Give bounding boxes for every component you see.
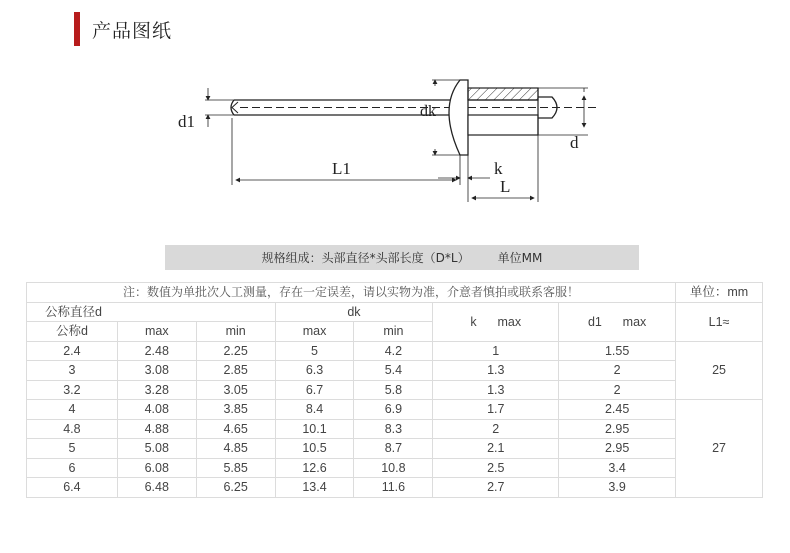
cell-nominal: 6.4 bbox=[27, 478, 118, 498]
cell-max: 2.48 bbox=[117, 341, 196, 361]
rivet-body bbox=[468, 88, 538, 135]
cell-d1: 1.55 bbox=[559, 341, 676, 361]
cell-d1: 2 bbox=[559, 361, 676, 381]
cell-min: 2.85 bbox=[196, 361, 275, 381]
table-row bbox=[27, 400, 763, 420]
table-row bbox=[27, 458, 763, 478]
cell-k: 2.5 bbox=[433, 458, 559, 478]
header-nominal: 公称d bbox=[27, 322, 118, 342]
cell-d1: 3.9 bbox=[559, 478, 676, 498]
header-d1-max: d1 max bbox=[559, 302, 676, 341]
cell-nominal: 2.4 bbox=[27, 341, 118, 361]
cell-dk-max: 6.3 bbox=[275, 361, 354, 381]
group-header-dk: dk bbox=[275, 302, 433, 322]
label-d: d bbox=[570, 133, 579, 152]
cell-dk-max: 10.1 bbox=[275, 419, 354, 439]
cell-k: 1.3 bbox=[433, 361, 559, 381]
table-row bbox=[27, 341, 763, 361]
cell-dk-min: 4.2 bbox=[354, 341, 433, 361]
section-header bbox=[74, 12, 172, 46]
cell-k: 2 bbox=[433, 419, 559, 439]
cell-dk-min: 6.9 bbox=[354, 400, 433, 420]
unit-cell: 单位：mm bbox=[676, 283, 763, 303]
cell-max: 4.88 bbox=[117, 419, 196, 439]
spec-format-label: 规格组成：头部直径*头部长度（D*L） bbox=[261, 251, 470, 265]
dimension-d1 bbox=[205, 88, 234, 127]
cell-dk-max: 13.4 bbox=[275, 478, 354, 498]
cell-min: 3.85 bbox=[196, 400, 275, 420]
cell-dk-max: 8.4 bbox=[275, 400, 354, 420]
cell-max: 6.48 bbox=[117, 478, 196, 498]
cell-max: 5.08 bbox=[117, 439, 196, 459]
header-min: min bbox=[196, 322, 275, 342]
spec-table bbox=[26, 282, 763, 498]
cell-min: 6.25 bbox=[196, 478, 275, 498]
cell-dk-min: 8.7 bbox=[354, 439, 433, 459]
label-k: k bbox=[494, 159, 503, 178]
cell-min: 3.05 bbox=[196, 380, 275, 400]
cell-dk-min: 10.8 bbox=[354, 458, 433, 478]
table-row bbox=[27, 419, 763, 439]
cell-nominal: 4.8 bbox=[27, 419, 118, 439]
header-accent-bar bbox=[74, 12, 80, 46]
cell-k: 1 bbox=[433, 341, 559, 361]
cell-dk-max: 5 bbox=[275, 341, 354, 361]
rivet-technical-drawing bbox=[160, 60, 640, 225]
table-group-header-row bbox=[27, 302, 763, 322]
cell-d1: 2.45 bbox=[559, 400, 676, 420]
cell-max: 6.08 bbox=[117, 458, 196, 478]
label-L: L bbox=[500, 177, 511, 196]
header-k-max: k max bbox=[433, 302, 559, 341]
cell-L1-group: 27 bbox=[676, 400, 763, 498]
cell-d1: 2.95 bbox=[559, 419, 676, 439]
table-row bbox=[27, 439, 763, 459]
header-L1: L1≈ bbox=[676, 302, 763, 341]
rivet-head bbox=[449, 80, 468, 155]
cell-k: 2.1 bbox=[433, 439, 559, 459]
cell-d1: 2.95 bbox=[559, 439, 676, 459]
cell-dk-min: 8.3 bbox=[354, 419, 433, 439]
table-row bbox=[27, 380, 763, 400]
cell-k: 1.7 bbox=[433, 400, 559, 420]
cell-k: 1.3 bbox=[433, 380, 559, 400]
table-note-row bbox=[27, 283, 763, 303]
cell-min: 2.25 bbox=[196, 341, 275, 361]
cell-d1: 3.4 bbox=[559, 458, 676, 478]
cell-max: 4.08 bbox=[117, 400, 196, 420]
table-row bbox=[27, 361, 763, 381]
cell-max: 3.08 bbox=[117, 361, 196, 381]
cell-min: 4.65 bbox=[196, 419, 275, 439]
cell-dk-max: 10.5 bbox=[275, 439, 354, 459]
cell-dk-min: 11.6 bbox=[354, 478, 433, 498]
section-title: 产品图纸 bbox=[92, 19, 173, 42]
label-L1: L1 bbox=[332, 159, 351, 178]
group-header-diameter: 公称直径d bbox=[27, 302, 276, 322]
header-dk-max: max bbox=[275, 322, 354, 342]
cell-min: 5.85 bbox=[196, 458, 275, 478]
cell-dk-max: 12.6 bbox=[275, 458, 354, 478]
cell-max: 3.28 bbox=[117, 380, 196, 400]
cell-nominal: 3 bbox=[27, 361, 118, 381]
cell-nominal: 3.2 bbox=[27, 380, 118, 400]
cell-min: 4.85 bbox=[196, 439, 275, 459]
cell-dk-min: 5.4 bbox=[354, 361, 433, 381]
spec-format-band bbox=[165, 245, 639, 270]
spec-unit-label: 单位MM bbox=[497, 251, 543, 265]
measurement-note: 注：数值为单批次人工测量，存在一定误差，请以实物为准，介意者慎拍或联系客服！ bbox=[27, 283, 676, 303]
header-max: max bbox=[117, 322, 196, 342]
cell-dk-max: 6.7 bbox=[275, 380, 354, 400]
table-row bbox=[27, 478, 763, 498]
cell-nominal: 5 bbox=[27, 439, 118, 459]
label-dk: dk bbox=[420, 103, 436, 120]
cell-nominal: 4 bbox=[27, 400, 118, 420]
label-d1: d1 bbox=[178, 112, 195, 131]
cell-L1-group: 25 bbox=[676, 341, 763, 400]
header-dk-min: min bbox=[354, 322, 433, 342]
dimension-d bbox=[538, 88, 588, 135]
dimension-k bbox=[438, 155, 490, 202]
cell-dk-min: 5.8 bbox=[354, 380, 433, 400]
cell-d1: 2 bbox=[559, 380, 676, 400]
cell-nominal: 6 bbox=[27, 458, 118, 478]
cell-k: 2.7 bbox=[433, 478, 559, 498]
